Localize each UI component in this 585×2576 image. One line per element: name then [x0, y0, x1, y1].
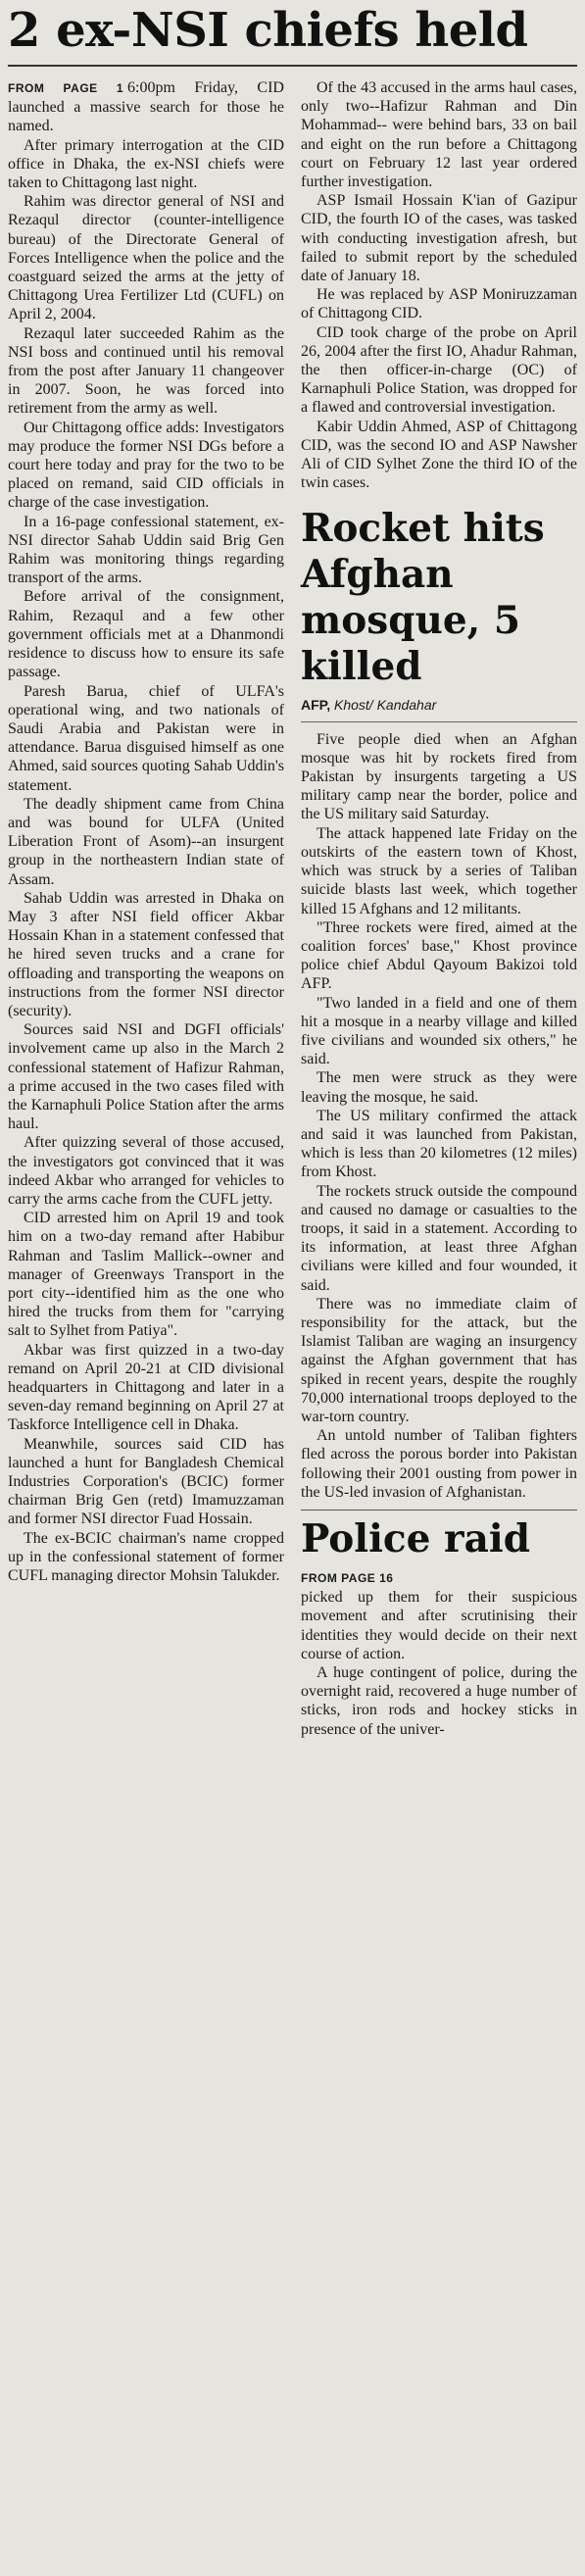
police-jump-slug: FROM PAGE 16 — [301, 1571, 394, 1585]
article-paragraph: Our Chittagong office adds: Investigators may produce the former NSI DGs before a court here today and pray for the two to be placed on remand, said CID officials in charge of the case investigation. — [8, 419, 284, 512]
police-story-body — [301, 1568, 577, 1739]
lead-text: 6:00pm Friday, CID launched a massive search for those he named. — [8, 79, 284, 135]
article-paragraph: The rockets struck outside the compound and caused no damage or casualties to the troops, it said in a statement. According to its information, at least three Afghan civilians were killed and four wounded, it said. — [301, 1182, 577, 1294]
article-paragraph: Kabir Uddin Ahmed, ASP of Chittagong CID, was the second IO and ASP Nawsher Ali of CID Sylhet Zone the third IO of the twin cases. — [301, 418, 577, 492]
article-paragraph: Five people died when an Afghan mosque was hit by rockets fired from Pakistan by insurgents targeting a US military camp near the border, police and the US military said Saturday. — [301, 730, 577, 823]
article-paragraph: An untold number of Taliban fighters fled across the porous border into Pakistan following their 2001 ousting from power in the US-led invasion of Afghanistan. — [301, 1427, 577, 1501]
article-paragraph: Sahab Uddin was arrested in Dhaka on May 3 after NSI field officer Akbar Hossain Khan in a statement confessed that he hired seven trucks and a crane for offloading and transporting the weapons on instructions from the former NSI director (security). — [8, 889, 284, 1019]
article-paragraph: The ex-BCIC chairman's name cropped up in the confessional statement of former CUFL managing director Mohsin Talukder. — [8, 1529, 284, 1585]
rocket-story-body — [301, 730, 577, 1502]
article-paragraph: Rezaqul later succeeded Rahim as the NSI boss and continued until his removal from the post after January 11 changeover in 2007. Soon, he was forced into retirement from the army as well. — [8, 324, 284, 418]
left-column — [8, 78, 284, 1739]
article-columns — [8, 78, 577, 1739]
article-paragraph: Paresh Barua, chief of ULFA's operational wing, and two nationals of Saudi Arabia and Pakistan were in attendance. Barua disguised himself as one Ahmed, said sources quoting Sahab Uddin's statement. — [8, 682, 284, 794]
article-paragraph: ASP Ismail Hossain K'ian of Gazipur CID, the fourth IO of the cases, was tasked with conducting investigation afresh, but failed to submit report by the scheduled date of January 18. — [301, 192, 577, 285]
article-paragraph: Sources said NSI and DGFI officials' involvement came up also in the March 2 confessional statement of Hafizur Rahman, a prime accused in the two cases filed with the Karnaphuli Police Station after the arms haul. — [8, 1021, 284, 1133]
article-paragraph: A huge contingent of police, during the overnight raid, recovered a huge number of sticks, iron rods and hockey sticks in presence of the univer- — [301, 1664, 577, 1738]
article-paragraph: After quizzing several of those accused, the investigators got convinced that it was indeed Akbar who arranged for vehicles to carry the arms cache from the CUFL jetty. — [8, 1134, 284, 1208]
right-column — [301, 78, 577, 1739]
article-paragraph: Rahim was director general of NSI and Rezaqul director (counter-intelligence bureau) of the Directorate General of Forces Intelligence when the police and the coastguard seized the arms at the jetty of Chittagong Urea Fertilizer Ltd (CUFL) on April 2, 2004. — [8, 193, 284, 323]
dateline-place: Khost/ Kandahar — [333, 697, 437, 714]
article-paragraph: CID arrested him on April 19 and took him on a two-day remand after Habibur Rahman and Taslim Mallick--owner and manager of Greenways Transport in the port city--identified him as the one who hired the trucks from them for "carrying salt to Sylhet from Patiya". — [8, 1210, 284, 1340]
article-paragraph: After primary interrogation at the CID office in Dhaka, the ex-NSI chiefs were taken to Chittagong last night. — [8, 136, 284, 192]
article-paragraph: The men were struck as they were leaving the mosque, he said. — [301, 1069, 577, 1106]
article-paragraph: "Three rockets were fired, aimed at the coalition forces' base," Khost province police chief Abdul Qayoum Bakizoi told AFP. — [301, 918, 577, 993]
article-paragraph: He was replaced by ASP Moniruzzaman of Chittagong CID. — [301, 286, 577, 322]
agency-credit: AFP, — [301, 697, 331, 714]
article-paragraph: The deadly shipment came from China and was bound for ULFA (United Liberation Front of Asom)--an insurgent group in the northeastern Indian state of Assam. — [8, 795, 284, 888]
main-headline: 2 ex-NSI chiefs held — [8, 3, 528, 58]
article-paragraph: The US military confirmed the attack and said it was launched from Pakistan, which is less than 20 kilometres (12 miles) from Khost. — [301, 1107, 577, 1181]
article-paragraph: There was no immediate claim of responsibility for the attack, but the Islamist Taliban are waging an insurgency against the Afghan government that has spiked in recent years, despite the roughly 70,000 international troops deployed to the war-torn country. — [301, 1295, 577, 1425]
article-paragraph: "Two landed in a field and one of them hit a mosque in a nearby village and killed five civilians and wounded six others," he said. — [301, 994, 577, 1068]
article-paragraph: In a 16-page confessional statement, ex-NSI director Sahab Uddin said Brig Gen Rahim was monitoring things regarding transport of the arms. — [8, 513, 284, 587]
jump-slug: FROM PAGE 1 — [8, 81, 124, 95]
police-lead-paragraph — [301, 1568, 577, 1663]
rocket-story-headline: Rocket hits Afghan mosque, 5 killed — [301, 506, 545, 690]
main-story-continuation — [301, 78, 577, 492]
police-lead-text: picked up them for their suspicious movement and after scrutinising their identities they would decide on their next course of action. — [301, 1589, 577, 1662]
article-paragraph: Of the 43 accused in the arms haul cases, only two--Hafizur Rahman and Din Mohammad-- were behind bars, 33 on bail and eight on the run before a Chittagong court on February 12 last year ordered further investigation. — [301, 79, 577, 191]
lead-paragraph — [8, 78, 284, 136]
article-paragraph: Before arrival of the consignment, Rahim, Rezaqul and a few other government officials met at a Dhanmondi residence to discuss how to ensure its safe passage. — [8, 588, 284, 681]
story-separator — [301, 1510, 577, 1511]
rocket-story-dateline — [301, 696, 577, 721]
headline-rule — [8, 65, 577, 67]
article-paragraph: The attack happened late Friday on the outskirts of the eastern town of Khost, which was struck by a series of Taliban suicide blasts last week, which together killed 15 Afghans and 12 militants. — [301, 824, 577, 917]
article-paragraph: Akbar was first quizzed in a two-day remand on April 20-21 at CID divisional headquarters in Chittagong and later in a seven-day remand beginning on April 27 at Taskforce Intelligence cell in Dhaka. — [8, 1341, 284, 1434]
article-paragraph: Meanwhile, sources said CID has launched a hunt for Bangladesh Chemical Industries Corporation's (BCIC) former chairman Brig Gen (retd) Imamuzzaman and former NSI director Fuad Hossain. — [8, 1435, 284, 1528]
article-paragraph: CID took charge of the probe on April 26, 2004 after the first IO, Ahadur Rahman, the then officer-in-charge (OC) of Karnaphuli Police Station, was dropped for a flawed and controversial investigation. — [301, 323, 577, 417]
police-story-headline: Police raid — [301, 1516, 530, 1561]
